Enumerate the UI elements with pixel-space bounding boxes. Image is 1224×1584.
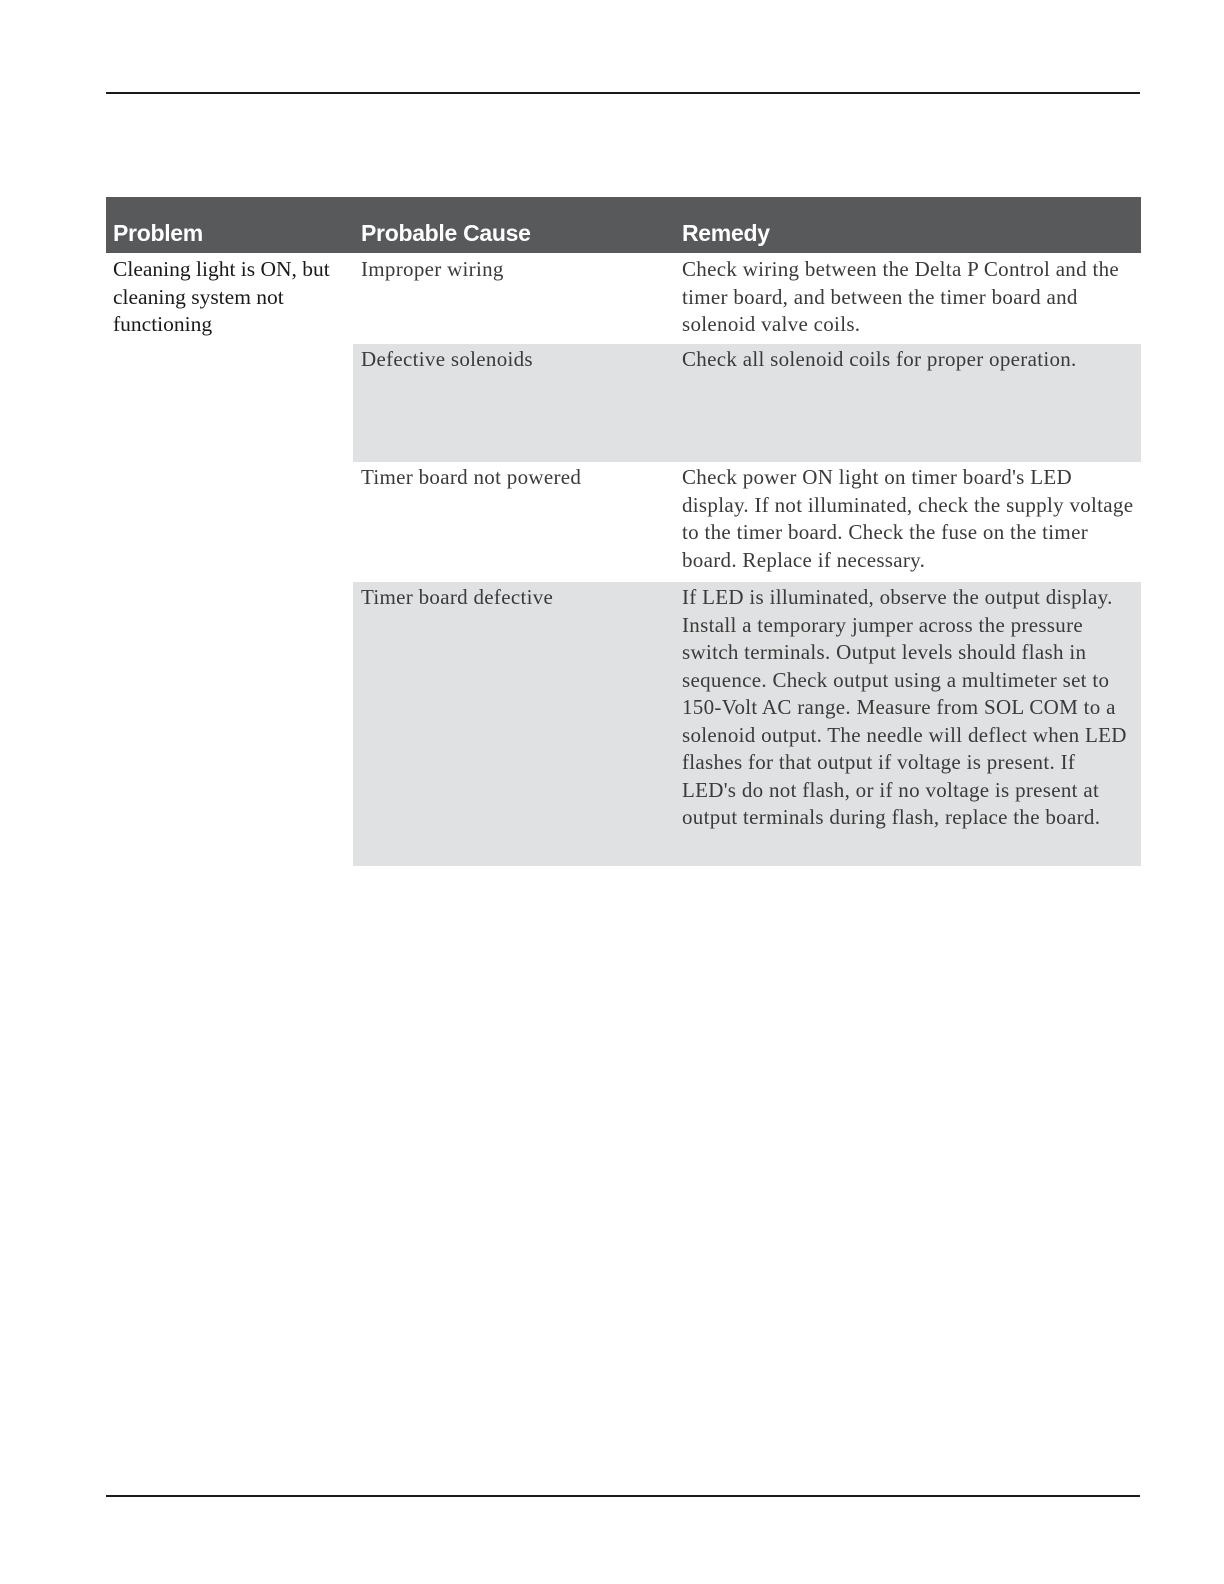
remedy-cell: Check power ON light on timer board's LED display. If not illuminated, check the supply voltage to the timer board. Check the fuse on the timer board. Replace if necessary.	[682, 465, 1134, 572]
header-remedy: Remedy	[682, 220, 770, 246]
header-problem: Problem	[113, 220, 203, 246]
table-row	[353, 582, 1141, 866]
table-row	[353, 344, 1141, 462]
table-row	[353, 462, 1141, 582]
cause-cell: Timer board defective	[361, 585, 554, 609]
bottom-rule	[106, 1495, 1140, 1497]
cause-cell: Timer board not powered	[361, 465, 582, 489]
remedy-cell: If LED is illuminated, observe the output display. Install a temporary jumper across the pressure switch terminals. Output levels should flash in sequence. Check output using a multimeter set to 150-Volt AC range. Measure from SOL COM to a solenoid output. The needle will deflect when LED flashes for that output if voltage is present. If LED's do not flash, or if no voltage is present at output terminals during flash, replace the board.	[682, 585, 1127, 829]
header-probable-cause: Probable Cause	[361, 220, 531, 246]
table-header	[106, 197, 1141, 253]
cause-cell: Improper wiring	[361, 257, 504, 281]
top-rule	[106, 92, 1140, 94]
problem-cell: Cleaning light is ON, but cleaning system not functioning	[113, 257, 330, 336]
cause-cell: Defective solenoids	[361, 347, 533, 371]
remedy-cell: Check all solenoid coils for proper operation.	[682, 347, 1077, 371]
table-row	[353, 254, 1141, 344]
troubleshooting-table	[106, 197, 1141, 829]
remedy-cell: Check wiring between the Delta P Control and the timer board, and between the timer board and solenoid valve coils.	[682, 257, 1120, 336]
